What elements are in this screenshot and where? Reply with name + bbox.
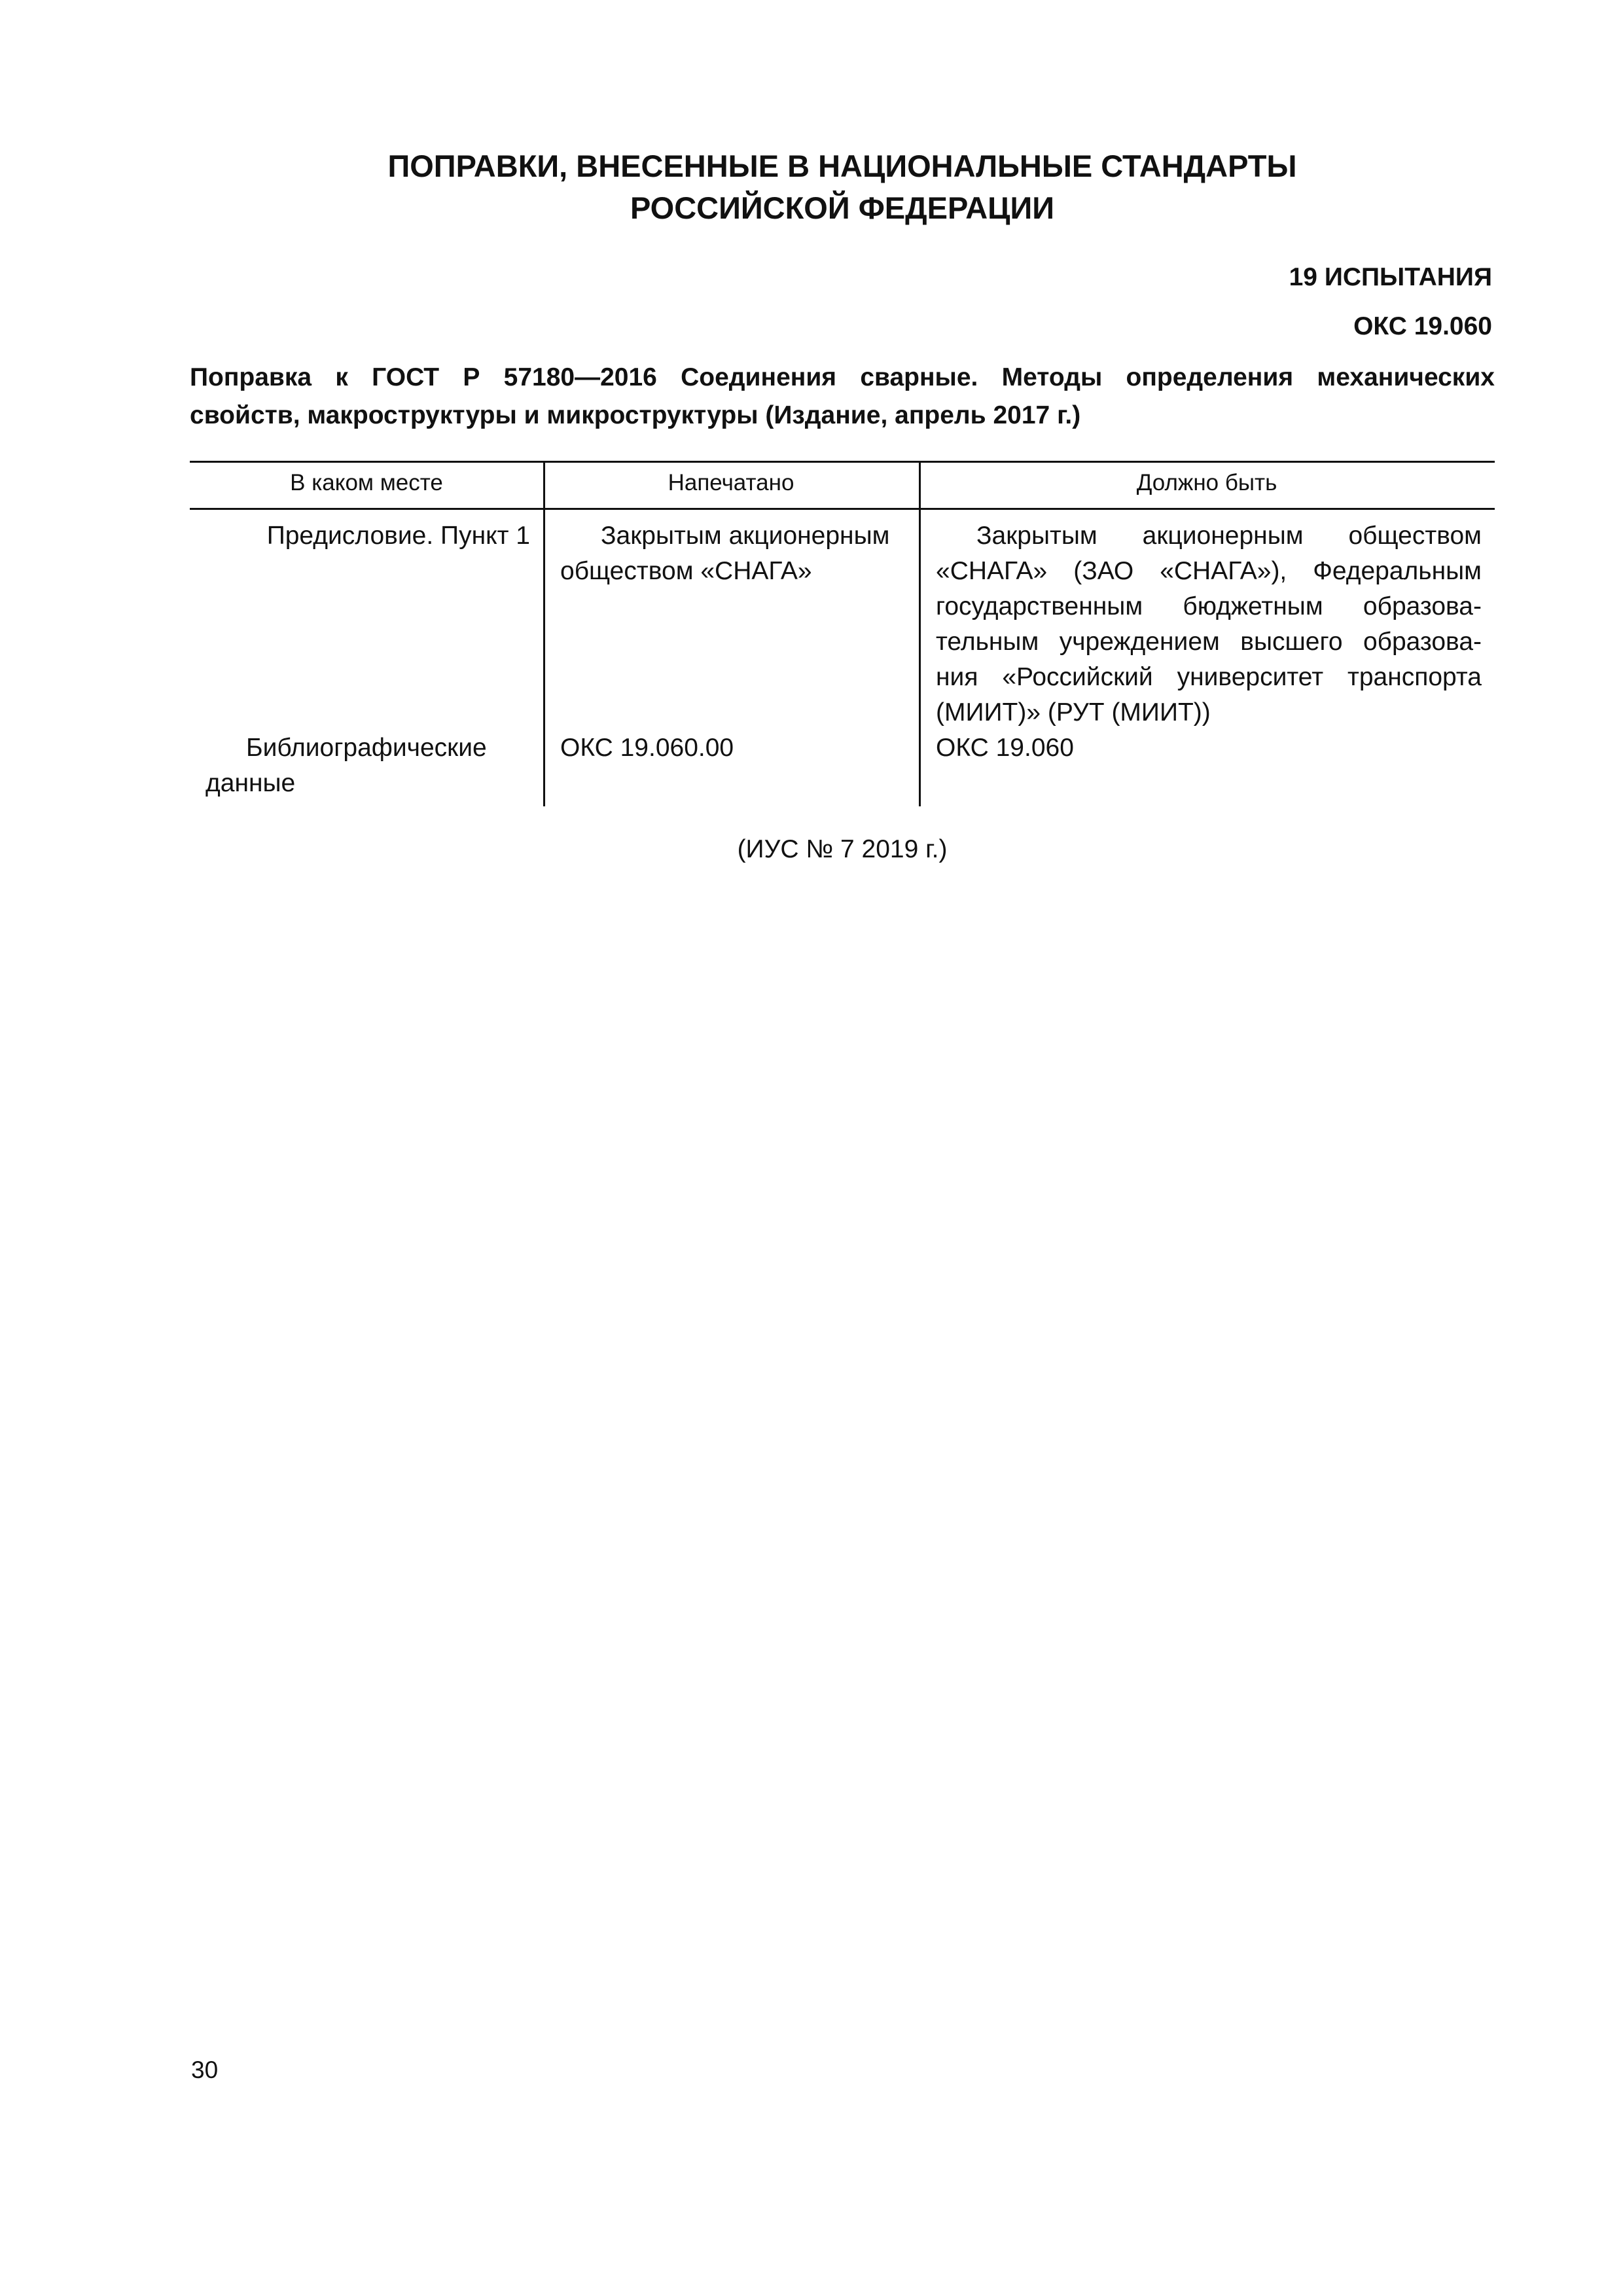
amendment-title-line-2: свойств, макроструктуры и микроструктуры (Издание, апрель 2017 г.) — [190, 401, 1081, 429]
row-1-should-be-line-6: (МИИТ)» (РУТ (МИИТ)) — [936, 698, 1211, 726]
row-1-place: Предисловие. Пункт 1 — [266, 522, 530, 550]
row-1-should-be-line-3: государственным бюджетным образова- — [936, 592, 1482, 620]
row-1-printed-line-1: Закрытым акционерным — [601, 522, 890, 550]
column-header-printed: Напечатано — [668, 470, 794, 495]
page-title — [190, 145, 1495, 229]
amendment-title — [190, 359, 1495, 435]
row-1-should-be — [936, 518, 1482, 730]
page-number: 30 — [191, 2056, 219, 2083]
row-2-should-be: ОКС 19.060 — [936, 734, 1074, 762]
section-heading: 19 ИСПЫТАНИЯ — [1289, 263, 1492, 291]
column-header-should-be: Должно быть — [1136, 470, 1277, 495]
oks-code: ОКС 19.060 — [1353, 312, 1492, 340]
source-note: (ИУС № 7 2019 г.) — [737, 835, 948, 863]
row-1-printed — [560, 518, 906, 589]
table-column-divider-1 — [543, 461, 545, 806]
page-title-line-2: РОССИЙСКОЙ ФЕДЕРАЦИИ — [630, 190, 1055, 225]
table-header-rule — [190, 508, 1495, 510]
page-title-line-1: ПОПРАВКИ, ВНЕСЕННЫЕ В НАЦИОНАЛЬНЫЕ СТАНДАРТЫ — [387, 149, 1297, 183]
row-1-should-be-line-1: Закрытым акционерным обществом — [976, 522, 1482, 550]
row-2-place — [205, 730, 533, 801]
row-1-should-be-line-4: тельным учреждением высшего образова- — [936, 628, 1482, 656]
row-2-place-line-1: Библиографические — [246, 734, 487, 762]
row-1-should-be-line-2: «СНАГА» (ЗАО «СНАГА»), Федеральным — [936, 557, 1482, 585]
column-header-place: В каком месте — [290, 470, 443, 495]
row-2-printed: ОКС 19.060.00 — [560, 734, 734, 762]
table-column-divider-2 — [919, 461, 921, 806]
row-1-printed-line-2: обществом «СНАГА» — [560, 557, 812, 585]
row-2-place-line-2: данные — [205, 769, 296, 797]
row-1-should-be-line-5: ния «Российский университет транспорта — [936, 663, 1482, 691]
corrections-table — [190, 461, 1495, 806]
table-top-rule — [190, 461, 1495, 463]
amendment-title-line-1: Поправка к ГОСТ Р 57180—2016 Соединения сварные. Методы определения механических — [190, 363, 1495, 391]
